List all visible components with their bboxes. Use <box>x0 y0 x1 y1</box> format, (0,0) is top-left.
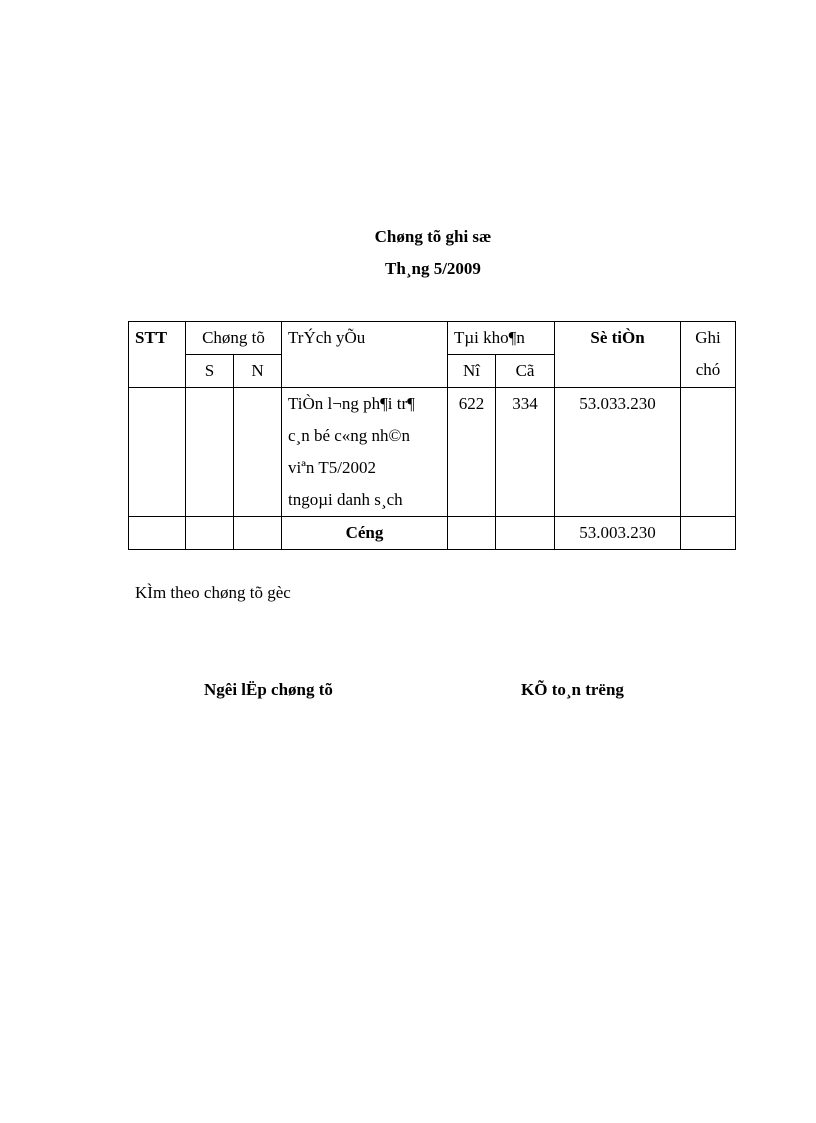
cell-note <box>681 388 736 517</box>
header-voucher-date: N <box>234 355 282 388</box>
header-debit: Nî <box>448 355 496 388</box>
cell-stt <box>129 388 186 517</box>
signature-preparer: Ngêi lËp chøng tõ <box>204 680 333 699</box>
cell-voucher-date <box>234 388 282 517</box>
header-credit: Cã <box>496 355 555 388</box>
header-description: TrÝch yÕu <box>282 322 448 388</box>
cell-description <box>282 388 448 517</box>
total-cell-credit <box>496 517 555 550</box>
total-cell-debit <box>448 517 496 550</box>
header-stt: STT <box>129 322 186 388</box>
description-line: c¸n bé c«ng nh©n <box>288 426 410 445</box>
header-account: Tµi kho¶n <box>448 322 555 355</box>
document-title: Chøng tõ ghi sæ <box>374 227 492 246</box>
cell-debit: 622 <box>448 388 496 517</box>
total-cell-note <box>681 517 736 550</box>
attachment-note: KÌm theo chøng tõ gèc <box>135 583 291 602</box>
voucher-table <box>128 321 736 550</box>
header-amount: Sè tiÒn <box>555 322 681 388</box>
cell-amount: 53.033.230 <box>555 388 681 517</box>
total-amount: 53.003.230 <box>555 517 681 550</box>
description-line: viªn T5/2002 <box>288 458 376 477</box>
header-note-line1: Ghi <box>695 328 721 347</box>
total-cell-stt <box>129 517 186 550</box>
header-note <box>681 322 736 388</box>
description-line: TiÒn l¬ng ph¶i tr¶ <box>288 394 415 413</box>
document-period: Th¸ng 5/2009 <box>385 259 481 278</box>
cell-voucher-no <box>186 388 234 517</box>
table-header-row <box>129 322 736 355</box>
total-cell-voucher-date <box>234 517 282 550</box>
header-note-line2: chó <box>695 360 721 379</box>
signature-chief-accountant: KÕ to¸n trëng <box>521 680 624 699</box>
header-voucher: Chøng tõ <box>186 322 282 355</box>
total-cell-voucher-no <box>186 517 234 550</box>
header-voucher-no: S <box>186 355 234 388</box>
cell-credit: 334 <box>496 388 555 517</box>
description-line: tngoµi danh s¸ch <box>288 490 403 509</box>
total-label: Céng <box>282 517 448 550</box>
table-total-row <box>129 517 736 550</box>
table-row <box>129 388 736 517</box>
